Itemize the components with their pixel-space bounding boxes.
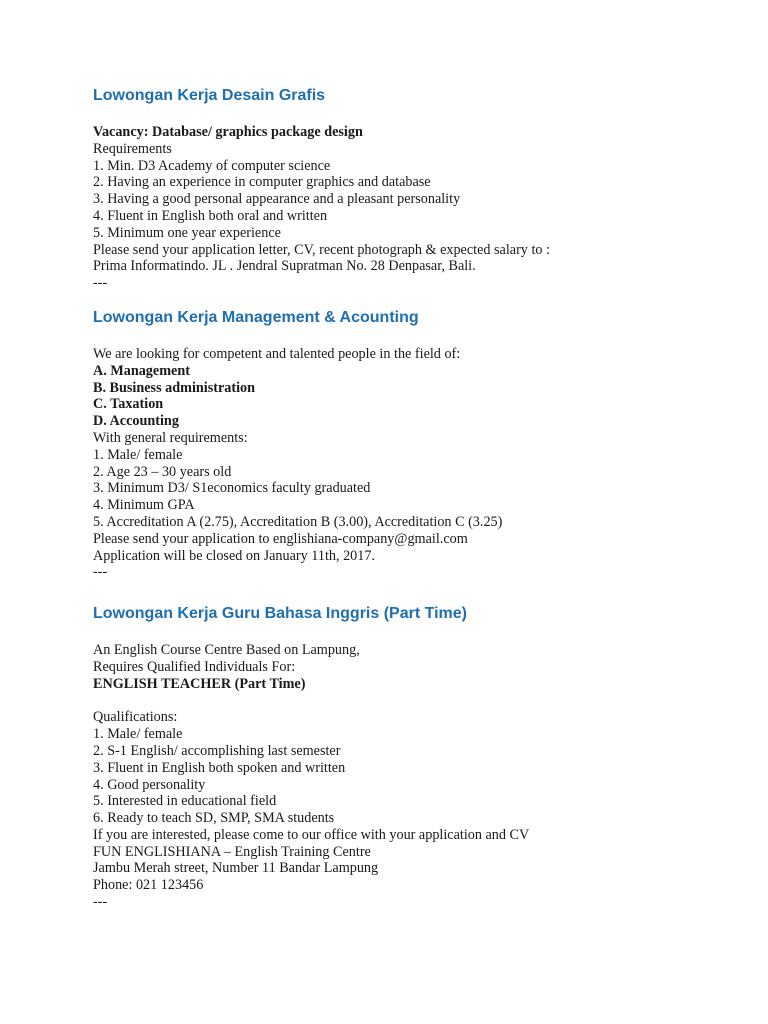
section1-item-3: 3. Having a good personal appearance and a pleasant personality	[93, 191, 461, 208]
section3-item-1: 1. Male/ female	[93, 726, 183, 743]
section1-item-1: 1. Min. D3 Academy of computer science	[93, 157, 331, 174]
section3-address: Jambu Merah street, Number 11 Bandar Lampung	[93, 860, 379, 877]
section1-heading: Lowongan Kerja Desain Grafis	[93, 87, 326, 104]
section3-intro-1: An English Course Centre Based on Lampung,	[93, 642, 360, 659]
section3-item-5: 5. Interested in educational field	[93, 793, 277, 810]
section2-intro: We are looking for competent and talented people in the field of:	[93, 345, 461, 362]
section2-closing: Application will be closed on January 11th, 2017.	[93, 547, 375, 564]
section3-heading: Lowongan Kerja Guru Bahasa Inggris (Part Time)	[93, 605, 467, 623]
section1-item-5: 5. Minimum one year experience	[93, 224, 281, 241]
section2-field-b: B. Business administration	[93, 379, 256, 396]
section3-company: FUN ENGLISHIANA – English Training Centre	[93, 843, 371, 860]
section1-requirements-label: Requirements	[93, 140, 172, 157]
section2-field-a: A. Management	[93, 362, 190, 379]
section1-address: Prima Informatindo. JL . Jendral Supratman No. 28 Denpasar, Bali.	[93, 258, 476, 275]
section2-item-3: 3. Minimum D3/ S1economics faculty graduated	[93, 480, 371, 497]
section3-phone: Phone: 021 123456	[93, 877, 204, 894]
section3-contact: If you are interested, please come to our office with your application and CV	[93, 826, 530, 843]
section2-item-4: 4. Minimum GPA	[93, 497, 195, 514]
section3-item-3: 3. Fluent in English both spoken and written	[93, 759, 346, 776]
section2-field-c: C. Taxation	[93, 396, 164, 413]
section3-item-6: 6. Ready to teach SD, SMP, SMA students	[93, 810, 335, 827]
section1-item-4: 4. Fluent in English both oral and written	[93, 207, 328, 224]
section2-heading: Lowongan Kerja Management & Acounting	[93, 308, 419, 326]
section2-item-5: 5. Accreditation A (2.75), Accreditation B (3.00), Accreditation C (3.25)	[93, 513, 503, 530]
section2-general: With general requirements:	[93, 429, 248, 446]
section2-separator: ---	[93, 564, 108, 581]
section3-qualifications-label: Qualifications:	[93, 709, 178, 726]
section1-vacancy: Vacancy: Database/ graphics package design	[93, 124, 363, 140]
section3-separator: ---	[93, 894, 108, 911]
section2-send: Please send your application to englishiana-company@gmail.com	[93, 530, 468, 547]
section3-intro-2: Requires Qualified Individuals For:	[93, 658, 296, 675]
section2-item-1: 1. Male/ female	[93, 446, 183, 463]
document-content	[93, 86, 733, 911]
section2-field-d: D. Accounting	[93, 413, 179, 430]
section1-item-2: 2. Having an experience in computer graphics and database	[93, 174, 431, 191]
section3-item-2: 2. S-1 English/ accomplishing last semester	[93, 742, 341, 759]
section3-item-4: 4. Good personality	[93, 776, 206, 793]
section2-item-2: 2. Age 23 – 30 years old	[93, 463, 232, 480]
section1-send: Please send your application letter, CV, recent photograph & expected salary to :	[93, 241, 550, 258]
section1-separator: ---	[93, 275, 108, 292]
section3-position: ENGLISH TEACHER (Part Time)	[93, 675, 306, 692]
